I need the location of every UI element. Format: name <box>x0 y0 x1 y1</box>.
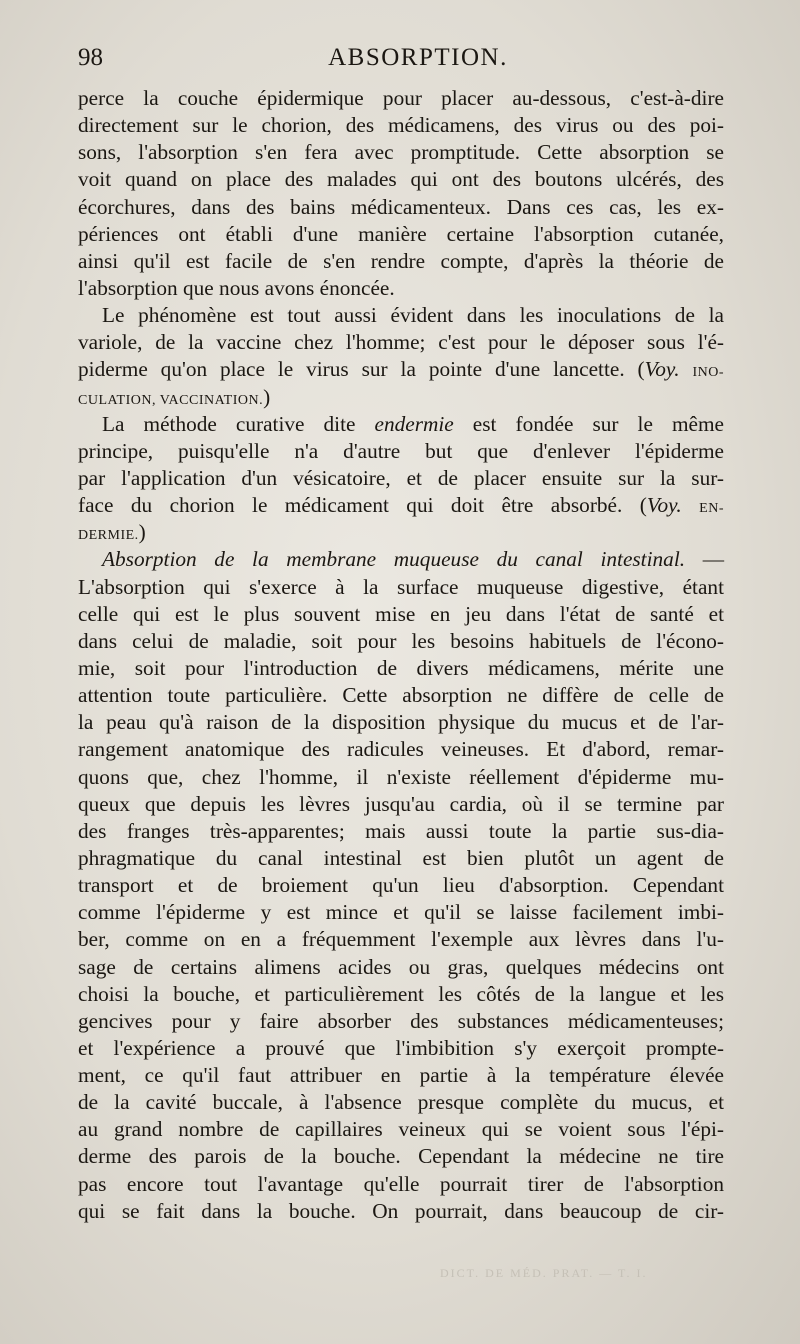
text-run: variole, de la vaccine chez l'homme; c'est pour le déposer sous l'é- <box>78 330 724 355</box>
small-caps-text: INO- <box>692 365 724 381</box>
text-line <box>78 1062 724 1089</box>
text-run: ) <box>263 384 271 409</box>
text-line <box>78 981 724 1008</box>
text-run: l'absorption que nous avons énoncée. <box>78 275 395 300</box>
text-line <box>78 845 724 872</box>
text-line <box>78 329 724 356</box>
text-line <box>78 1198 724 1225</box>
text-line <box>78 628 724 655</box>
text-line <box>78 194 724 221</box>
text-run: sons, l'absorption s'en fera avec promptitude. Cette absorption se <box>78 140 724 165</box>
text-line <box>78 791 724 818</box>
italic-text: Voy. <box>646 493 682 518</box>
text-run: au grand nombre de capillaires veineux qui se voient sous l'épi- <box>78 1117 724 1142</box>
text-run: perce la couche épidermique pour placer au-dessous, c'est-à-dire <box>78 86 724 110</box>
running-head: ABSORPTION. <box>328 44 508 71</box>
page-header <box>78 44 718 80</box>
page-number: 98 <box>78 44 103 71</box>
text-line <box>78 709 724 736</box>
text-run: rangement anatomique des radicules veineuses. Et d'abord, remar- <box>78 737 724 762</box>
text-run: principe, puisqu'elle n'a d'autre but que d'enlever l'épiderme <box>78 438 724 463</box>
text-run: écorchures, dans des bains médicamenteux. Dans ces cas, les ex- <box>78 194 724 219</box>
text-run: phragmatique du canal intestinal est bien plutôt un agent de <box>78 845 724 870</box>
text-line <box>78 1143 724 1170</box>
text-line <box>78 682 724 709</box>
text-line <box>78 1089 724 1116</box>
text-run: par l'application d'un vésicatoire, et de placer ensuite sur la sur- <box>78 465 724 490</box>
text-run: L'absorption qui s'exerce à la surface muqueuse digestive, étant <box>78 574 724 599</box>
text-run: gencives pour y faire absorber des substances médicamenteuses; <box>78 1008 724 1033</box>
text-line <box>78 302 724 329</box>
small-caps-text: DERMIE. <box>78 528 139 544</box>
text-line <box>78 736 724 763</box>
text-line <box>78 221 724 248</box>
text-line <box>78 275 724 302</box>
text-line <box>78 1008 724 1035</box>
text-line <box>78 818 724 845</box>
text-line <box>78 926 724 953</box>
text-line <box>78 1171 724 1198</box>
small-caps-text: EN- <box>699 501 724 517</box>
text-run: — <box>685 547 724 572</box>
text-run: de la cavité buccale, à l'absence presque complète du mucus, et <box>78 1090 724 1115</box>
text-line <box>78 248 724 275</box>
text-line <box>78 764 724 791</box>
text-line <box>78 356 724 383</box>
small-caps-text: CULATION, VACCINATION. <box>78 392 264 408</box>
text-run: comme l'épiderme y est mince et qu'il se laisse facilement imbi- <box>78 900 724 925</box>
italic-text: Absorption de la membrane muqueuse du canal intestinal. <box>102 547 686 572</box>
text-run: voit quand on place des malades qui ont des boutons ulcérés, des <box>78 167 724 192</box>
text-line <box>78 112 724 139</box>
text-line <box>78 574 724 601</box>
text-run: queux que depuis les lèvres jusqu'au cardia, où il se termine par <box>78 791 724 816</box>
text-run: La méthode curative dite <box>102 411 375 436</box>
text-run <box>680 357 693 381</box>
text-run: directement sur le chorion, des médicamens, des virus ou des poi- <box>78 113 724 138</box>
text-line <box>78 438 724 465</box>
text-run: ber, comme on en a fréquemment l'exemple aux lèvres dans l'u- <box>78 927 724 952</box>
text-line <box>78 384 724 411</box>
italic-text: Voy. <box>644 357 680 382</box>
text-run: pas encore tout l'avantage qu'elle pourrait tirer de l'absorption <box>78 1171 724 1196</box>
text-line <box>78 546 724 573</box>
text-line <box>78 139 724 166</box>
text-line <box>78 1116 724 1143</box>
text-run: face du chorion le médicament qui doit être absorbé. ( <box>78 493 647 518</box>
text-run: derme des parois de la bouche. Cependant la médecine ne tire <box>78 1144 724 1169</box>
text-line <box>78 411 724 438</box>
text-run: qui se fait dans la bouche. On pourrait, dans beaucoup de cir- <box>78 1198 724 1223</box>
bleed-through-text: DICT. DE MÉD. PRAT. — T. I. <box>440 1266 648 1280</box>
text-line <box>78 954 724 981</box>
text-run: sage de certains alimens acides ou gras, quelques médecins ont <box>78 954 724 979</box>
text-run: attention toute particulière. Cette absorption ne diffère de celle de <box>78 683 724 708</box>
text-run: des franges très-apparentes; mais aussi toute la partie sus-dia- <box>78 818 724 843</box>
text-run: quons que, chez l'homme, il n'existe réellement d'épiderme mu- <box>78 764 724 789</box>
text-run: ) <box>138 520 146 545</box>
text-run: transport et de broiement qu'un lieu d'absorption. Cependant <box>78 873 724 898</box>
text-line <box>78 85 724 112</box>
text-line <box>78 601 724 628</box>
text-run: Le phénomène est tout aussi évident dans les inoculations de la <box>102 303 724 328</box>
text-run: piderme qu'on place le virus sur la pointe d'une lancette. ( <box>78 357 645 382</box>
italic-text: endermie <box>374 411 454 436</box>
text-line <box>78 166 724 193</box>
text-run: est fondée sur le même <box>453 411 725 436</box>
text-run: celle qui est le plus souvent mise en jeu dans l'état de santé et <box>78 601 724 626</box>
text-run: la peau qu'à raison de la disposition physique du mucus et de l'ar- <box>78 710 724 735</box>
text-run <box>682 493 699 517</box>
text-run: ment, ce qu'il faut attribuer en partie à la température élevée <box>78 1063 724 1088</box>
text-line <box>78 655 724 682</box>
text-line <box>78 872 724 899</box>
text-run: périences ont établi d'une manière certaine l'absorption cutanée, <box>78 221 724 246</box>
text-run: mie, soit pour l'introduction de divers médicamens, mérite une <box>78 655 724 680</box>
text-run: et l'expérience a prouvé que l'imbibition s'y exerçoit prompte- <box>78 1035 724 1060</box>
body-text <box>78 85 724 1225</box>
text-run: choisi la bouche, et particulièrement les côtés de la langue et les <box>78 981 724 1006</box>
text-line <box>78 492 724 519</box>
text-run: ainsi qu'il est facile de s'en rendre compte, d'après la théorie de <box>78 248 724 273</box>
text-line <box>78 519 724 546</box>
text-line <box>78 465 724 492</box>
text-line <box>78 899 724 926</box>
text-run: dans celui de maladie, soit pour les besoins habituels de l'écono- <box>78 628 724 653</box>
text-line <box>78 1035 724 1062</box>
